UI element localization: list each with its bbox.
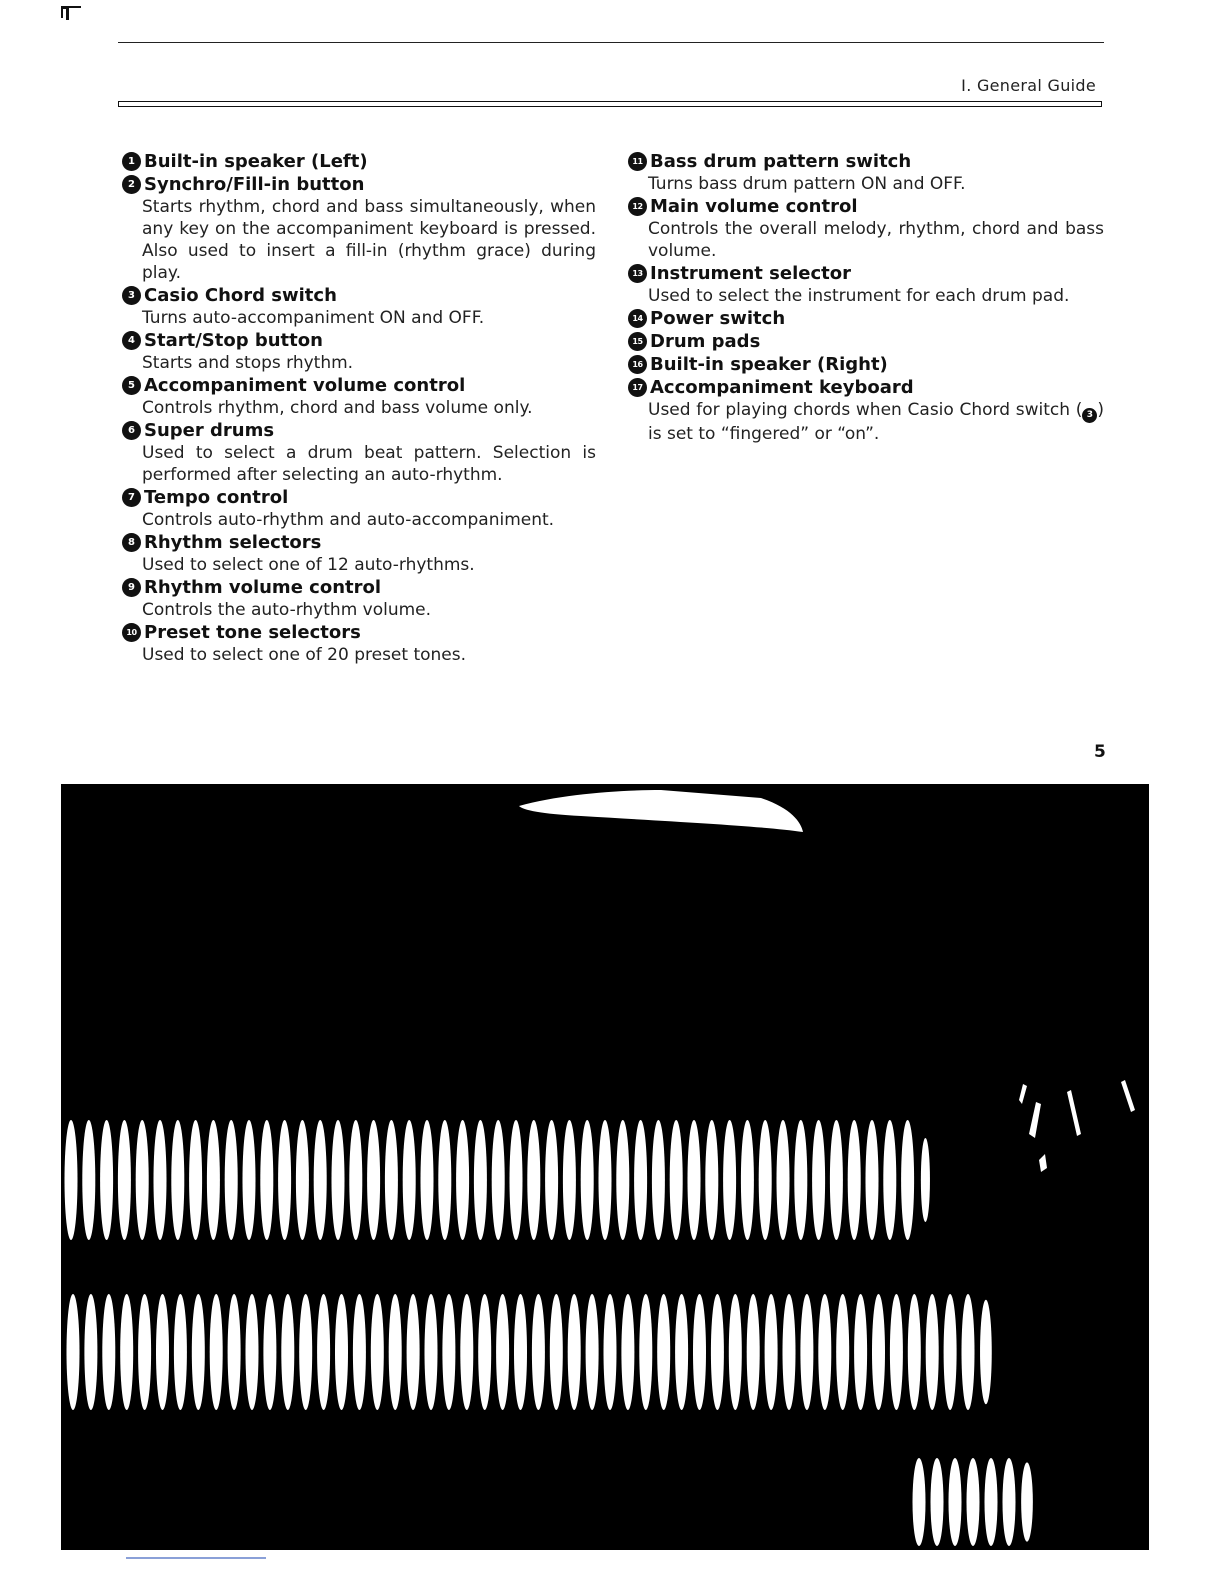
item-description: Controls the auto-rhythm volume. [142, 600, 432, 620]
item-description: Used to select one of 20 preset tones. [142, 645, 467, 665]
pad-highlight [210, 1294, 223, 1410]
pad-highlight [84, 1294, 97, 1410]
pad-highlight [657, 1294, 670, 1410]
pad-highlight [474, 1120, 487, 1240]
item-number-badge: 15 [628, 332, 647, 351]
pad-highlight [1003, 1458, 1016, 1546]
pad-highlight [154, 1120, 167, 1240]
pad-highlight [688, 1120, 701, 1240]
pad-highlight [246, 1294, 259, 1410]
item-number-badge: 11 [628, 152, 647, 171]
pad-highlight [389, 1294, 402, 1410]
pad-highlight [550, 1294, 563, 1410]
guide-item-4 [122, 329, 596, 374]
pad-highlight [385, 1120, 398, 1240]
pad-highlight [634, 1120, 647, 1240]
pad-highlight [901, 1120, 914, 1240]
guide-item-9 [122, 576, 596, 621]
item-description: Turns auto-accompaniment ON and OFF. [142, 308, 485, 328]
pad-highlight [926, 1294, 939, 1410]
item-number-badge: 3 [122, 286, 141, 305]
item-description: Used to select a drum beat pattern. Selection is performed after selecting an auto-rhythm. [142, 443, 596, 485]
pad-highlight [156, 1294, 169, 1410]
pad-highlight [514, 1294, 527, 1410]
pad-highlight [120, 1294, 133, 1410]
item-number-badge: 13 [628, 264, 647, 283]
pad-highlight [675, 1294, 688, 1410]
pad-highlight [759, 1120, 772, 1240]
guide-item-10 [122, 621, 596, 666]
guide-item-3 [122, 284, 596, 329]
item-title: Built-in speaker (Right) [650, 354, 888, 375]
item-number-badge: 17 [628, 378, 647, 397]
pad-highlight [741, 1120, 754, 1240]
pad-highlight [563, 1120, 576, 1240]
pad-highlight [545, 1120, 558, 1240]
item-description: Used to select the instrument for each drum pad. [648, 286, 1070, 306]
guide-item-16 [628, 353, 1104, 376]
pad-highlight [568, 1294, 581, 1410]
pad-highlight [407, 1294, 420, 1410]
pad-highlight [883, 1120, 896, 1240]
item-title: Rhythm selectors [144, 532, 322, 553]
pad-highlight [962, 1294, 975, 1410]
pad-highlight [335, 1294, 348, 1410]
guide-item-7 [122, 486, 596, 531]
pad-highlight [478, 1294, 491, 1410]
pad-highlight [438, 1120, 451, 1240]
item-title: Casio Chord switch [144, 285, 337, 306]
pad-highlight [599, 1120, 612, 1240]
pad-highlight [652, 1120, 665, 1240]
pad-highlight [299, 1294, 312, 1410]
pad-highlight [921, 1138, 930, 1222]
pad-highlight [367, 1120, 380, 1240]
pad-highlight [349, 1120, 362, 1240]
item-number-badge: 14 [628, 309, 647, 328]
guide-item-5 [122, 374, 596, 419]
pad-highlight [765, 1294, 778, 1410]
pad-highlight [460, 1294, 473, 1410]
pad-highlight [225, 1120, 238, 1240]
item-number-badge: 6 [122, 421, 141, 440]
pad-highlight [800, 1294, 813, 1410]
pad-highlight [818, 1294, 831, 1410]
pad-highlight [67, 1294, 80, 1410]
item-description: Used to select one of 12 auto-rhythms. [142, 555, 475, 575]
pad-highlight [425, 1294, 438, 1410]
item-description [648, 399, 1104, 445]
item-description: Controls auto-rhythm and auto-accompaniment. [142, 510, 555, 530]
desc-text-after: ) is set to “fingered” or “on”. [648, 400, 1104, 444]
pad-highlight [616, 1120, 629, 1240]
pad-highlight [830, 1120, 843, 1240]
pad-highlight [604, 1294, 617, 1410]
item-title: Preset tone selectors [144, 622, 361, 643]
pad-highlight [985, 1458, 998, 1546]
pad-highlight [228, 1294, 241, 1410]
pad-highlight [967, 1458, 980, 1546]
pad-highlight [314, 1120, 327, 1240]
item-title: Bass drum pattern switch [650, 151, 912, 172]
pad-highlight [783, 1294, 796, 1410]
pad-highlight [1021, 1462, 1033, 1541]
pad-highlight [944, 1294, 957, 1410]
pad-highlight [913, 1458, 926, 1546]
guide-item-15 [628, 330, 1104, 353]
pad-highlight [442, 1294, 455, 1410]
item-title: Drum pads [650, 331, 761, 352]
guide-item-12 [628, 195, 1104, 262]
pad-highlight [729, 1294, 742, 1410]
pad-highlight [532, 1294, 545, 1410]
guide-item-2 [122, 173, 596, 284]
pad-highlight [82, 1120, 95, 1240]
pad-highlight [192, 1294, 205, 1410]
pad-highlight [621, 1294, 634, 1410]
item-number-badge: 5 [122, 376, 141, 395]
pad-highlight [705, 1120, 718, 1240]
pad-highlight [866, 1120, 879, 1240]
pad-highlight [980, 1300, 992, 1404]
bottom-rule [126, 1557, 266, 1559]
item-description: Turns bass drum pattern ON and OFF. [648, 174, 966, 194]
pad-highlight [747, 1294, 760, 1410]
pad-highlight [100, 1120, 113, 1240]
pad-highlight [949, 1458, 962, 1546]
item-number-badge: 1 [122, 152, 141, 171]
pad-highlight [296, 1120, 309, 1240]
pad-highlight [510, 1120, 523, 1240]
pad-highlight [794, 1120, 807, 1240]
pad-highlight [189, 1120, 202, 1240]
corner-mark-icon [60, 4, 82, 22]
section-bar [118, 101, 1102, 107]
item-number-badge: 10 [122, 623, 141, 642]
desc-text-before: Used for playing chords when Casio Chord switch ( [648, 400, 1083, 420]
pad-highlight [371, 1294, 384, 1410]
pad-highlight [281, 1294, 294, 1410]
guide-item-8 [122, 531, 596, 576]
pad-highlight [174, 1294, 187, 1410]
item-number-badge: 7 [122, 488, 141, 507]
pad-highlight [353, 1294, 366, 1410]
pad-highlight [138, 1294, 151, 1410]
top-rule [118, 42, 1104, 43]
right-column [628, 150, 1104, 445]
item-title: Super drums [144, 420, 275, 441]
item-description: Controls rhythm, chord and bass volume only. [142, 398, 533, 418]
item-title: Instrument selector [650, 263, 851, 284]
item-title: Tempo control [144, 487, 289, 508]
pad-highlight [332, 1120, 345, 1240]
guide-item-13 [628, 262, 1104, 307]
pad-highlight [260, 1120, 273, 1240]
pad-highlight [527, 1120, 540, 1240]
pad-highlight [317, 1294, 330, 1410]
section-label: I. General Guide [961, 76, 1096, 95]
guide-item-17 [628, 376, 1104, 445]
pad-highlight [456, 1120, 469, 1240]
pad-highlight [278, 1120, 291, 1240]
item-number-badge: 12 [628, 197, 647, 216]
keyboard-photo [61, 784, 1149, 1550]
pad-highlight [492, 1120, 505, 1240]
item-number-badge: 4 [122, 331, 141, 350]
item-title: Synchro/Fill-in button [144, 174, 365, 195]
item-title: Accompaniment keyboard [650, 377, 914, 398]
item-number-badge: 8 [122, 533, 141, 552]
pad-highlight [854, 1294, 867, 1410]
pad-highlight [777, 1120, 790, 1240]
pad-highlight [639, 1294, 652, 1410]
pad-highlight [931, 1458, 944, 1546]
pad-highlight [581, 1120, 594, 1240]
pad-highlight [586, 1294, 599, 1410]
pad-highlight [848, 1120, 861, 1240]
pad-highlight [207, 1120, 220, 1240]
item-description: Starts rhythm, chord and bass simultaneously, when any key on the accompaniment keyboard is pressed. Also used to insert a fill-in (rhythm grace) during play. [142, 197, 596, 283]
item-number-badge: 16 [628, 355, 647, 374]
pad-highlight [263, 1294, 276, 1410]
item-title: Accompaniment volume control [144, 375, 466, 396]
item-description: Controls the overall melody, rhythm, chord and bass volume. [648, 219, 1104, 261]
page-number: 5 [1094, 742, 1106, 762]
pad-highlight [421, 1120, 434, 1240]
item-title: Built-in speaker (Left) [144, 151, 368, 172]
pad-highlight [243, 1120, 256, 1240]
pad-highlight [102, 1294, 115, 1410]
item-number-badge: 9 [122, 578, 141, 597]
item-number-badge: 2 [122, 175, 141, 194]
pad-highlight [723, 1120, 736, 1240]
left-column [122, 150, 596, 666]
guide-item-11 [628, 150, 1104, 195]
pad-highlight [171, 1120, 184, 1240]
pad-highlight [908, 1294, 921, 1410]
pad-highlight [496, 1294, 509, 1410]
item-title: Power switch [650, 308, 786, 329]
guide-item-6 [122, 419, 596, 486]
inline-number-badge: 3 [1082, 408, 1097, 423]
pad-highlight [711, 1294, 724, 1410]
item-title: Main volume control [650, 196, 858, 217]
pad-highlight [65, 1120, 78, 1240]
guide-item-14 [628, 307, 1104, 330]
pad-highlight [812, 1120, 825, 1240]
item-description: Starts and stops rhythm. [142, 353, 354, 373]
item-title: Start/Stop button [144, 330, 323, 351]
pad-highlight [693, 1294, 706, 1410]
pad-highlight [118, 1120, 131, 1240]
pad-highlight [670, 1120, 683, 1240]
pad-highlight [403, 1120, 416, 1240]
guide-item-1 [122, 150, 596, 173]
item-title: Rhythm volume control [144, 577, 382, 598]
pad-highlight [836, 1294, 849, 1410]
pad-highlight [136, 1120, 149, 1240]
pad-highlight [872, 1294, 885, 1410]
pad-highlight [890, 1294, 903, 1410]
pad-row-top [65, 1120, 930, 1240]
